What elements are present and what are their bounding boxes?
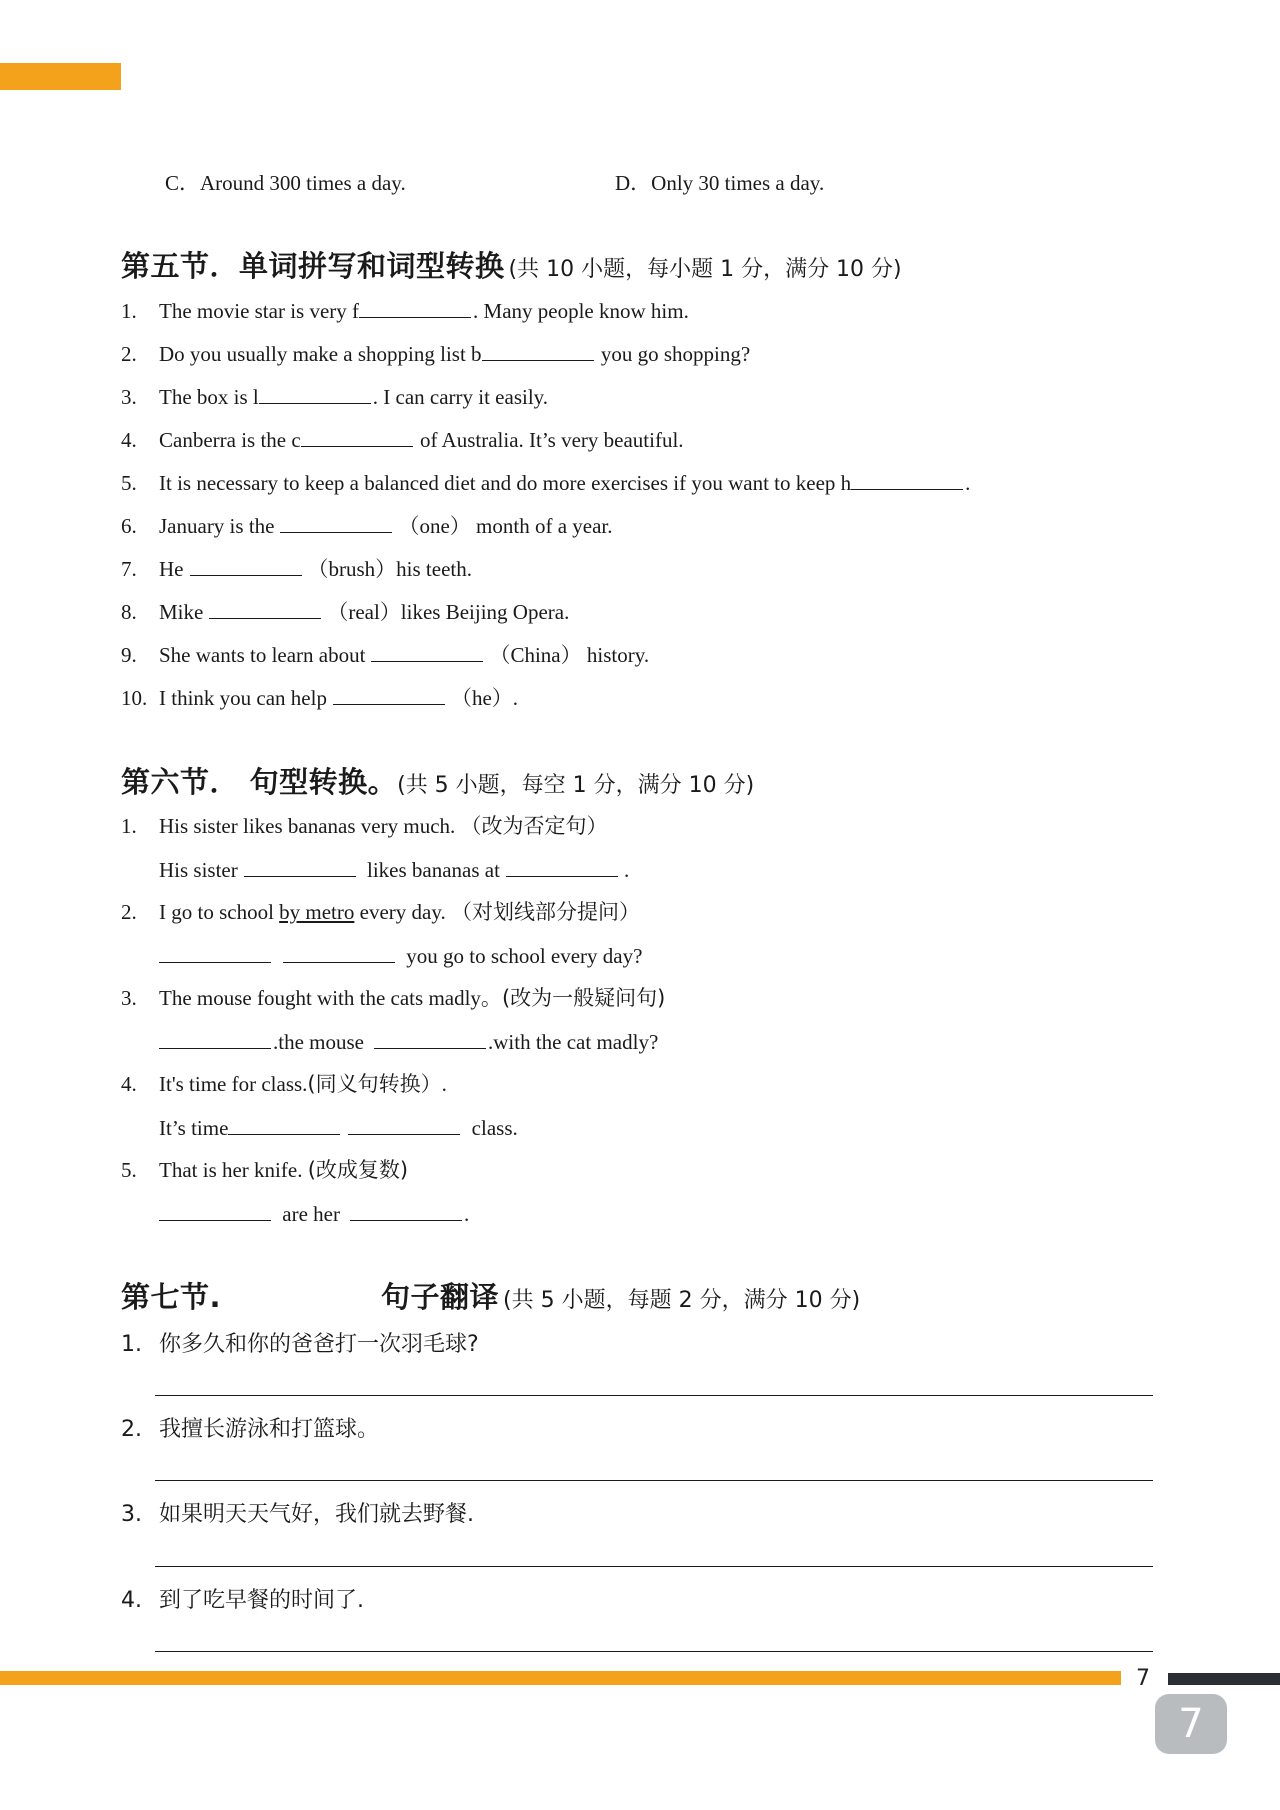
- s5-item-6: [121, 512, 613, 539]
- s5-item-9: [121, 641, 649, 668]
- translation-answer-line[interactable]: [155, 1566, 1153, 1567]
- item-text: every day.: [354, 900, 446, 924]
- item-number: 3.: [121, 986, 137, 1010]
- s6-item-2: [121, 899, 640, 925]
- section7-heading: 第七节.: [121, 1280, 222, 1314]
- item-number: 2.: [121, 342, 137, 366]
- answer-text: class.: [471, 1116, 518, 1140]
- item-text: （real）likes Beijing Opera.: [327, 600, 570, 624]
- item-hint: (同义句转换）: [307, 1072, 442, 1096]
- s5-item-10: [121, 684, 518, 711]
- answer-text: .: [463, 1202, 470, 1226]
- item-text: The mouse fought with the cats madly。: [159, 986, 502, 1010]
- answer-blank[interactable]: [333, 684, 445, 705]
- item-text: It is necessary to keep a balanced diet and do more exercises if you want to keep h: [159, 471, 852, 495]
- s6-item-1: [121, 813, 608, 839]
- item-number: 7.: [121, 557, 137, 581]
- answer-blank[interactable]: [371, 641, 483, 662]
- item-text: . Many people know him.: [473, 299, 689, 323]
- section6-title: [121, 760, 754, 801]
- s5-item-7: [121, 555, 472, 582]
- answer-blank[interactable]: [209, 598, 321, 619]
- item-text: I think you can help: [159, 686, 327, 710]
- item-text: 如果明天天气好，我们就去野餐.: [159, 1502, 474, 1527]
- item-text: （China） history.: [489, 643, 650, 667]
- item-text: Mike: [159, 600, 204, 624]
- section6-note: (共 5 小题，每空 1 分，满分 10 分): [397, 773, 755, 798]
- translation-answer-line[interactable]: [155, 1480, 1153, 1481]
- item-text: .: [965, 471, 971, 495]
- page-number: 7: [1136, 1666, 1150, 1691]
- answer-blank[interactable]: [359, 297, 471, 318]
- s6-answer-4: [159, 1114, 518, 1141]
- item-hint: (改成复数): [307, 1158, 409, 1182]
- answer-blank[interactable]: [482, 340, 594, 361]
- answer-blank[interactable]: [283, 942, 395, 963]
- s6-answer-3: [159, 1028, 658, 1055]
- item-text: The movie star is very f: [159, 299, 360, 323]
- item-text: It's time for class.: [159, 1072, 308, 1096]
- item-number: 10.: [121, 686, 148, 710]
- answer-text: .: [623, 858, 630, 882]
- answer-blank[interactable]: [350, 1200, 462, 1221]
- item-number: 6.: [121, 514, 137, 538]
- answer-blank[interactable]: [851, 469, 963, 490]
- answer-text: .with the cat madly?: [487, 1030, 659, 1054]
- footer-accent-bar: [0, 1671, 1121, 1685]
- item-hint: （改为否定句）: [460, 814, 608, 838]
- s7-item-2: [121, 1412, 379, 1443]
- item-text: 我擅长游泳和打篮球。: [159, 1417, 380, 1442]
- answer-blank[interactable]: [506, 856, 618, 877]
- s6-item-4: [121, 1071, 447, 1097]
- section6-heading: 第六节． 句型转换。: [121, 765, 398, 799]
- item-number: 1.: [121, 814, 137, 838]
- item-number: 1.: [121, 1332, 142, 1357]
- translation-answer-line[interactable]: [155, 1651, 1153, 1652]
- s7-item-4: [121, 1583, 364, 1614]
- item-text: The box is l: [159, 385, 259, 409]
- item-text: He: [159, 557, 184, 581]
- answer-blank[interactable]: [348, 1114, 460, 1135]
- answer-blank[interactable]: [244, 856, 356, 877]
- item-text: January is the: [159, 514, 275, 538]
- answer-blank[interactable]: [159, 1028, 271, 1049]
- s5-item-5: [121, 469, 970, 496]
- item-number: 3.: [121, 385, 137, 409]
- s5-item-3: [121, 383, 548, 410]
- s6-answer-5: [159, 1200, 469, 1227]
- answer-text: you go to school every day?: [406, 944, 643, 968]
- section5-heading: 第五节．单词拼写和词型转换: [121, 249, 505, 283]
- s5-item-2: [121, 340, 750, 367]
- item-text: His sister likes bananas very much.: [159, 814, 456, 838]
- page-badge: 7: [1155, 1694, 1227, 1754]
- answer-text: likes bananas at: [367, 858, 500, 882]
- item-hint: （对划线部分提问）: [450, 900, 640, 924]
- item-text: （brush）his teeth.: [307, 557, 472, 581]
- item-number: 4.: [121, 1072, 137, 1096]
- answer-text: His sister: [159, 858, 238, 882]
- item-text: That is her knife.: [159, 1158, 303, 1182]
- item-text: Canberra is the c: [159, 428, 301, 452]
- s5-item-4: [121, 426, 684, 453]
- item-text: I go to school: [159, 900, 280, 924]
- answer-blank[interactable]: [228, 1114, 340, 1135]
- s5-item-8: [121, 598, 569, 625]
- s6-item-5: [121, 1157, 408, 1183]
- footer-dark-bar: [1168, 1673, 1280, 1685]
- s6-answer-2: [159, 942, 642, 969]
- item-text: you go shopping?: [600, 342, 751, 366]
- option-d: D．Only 30 times a day.: [615, 171, 825, 195]
- item-number: 2.: [121, 900, 137, 924]
- item-text: She wants to learn about: [159, 643, 366, 667]
- item-number: 4.: [121, 428, 137, 452]
- answer-text: are her: [282, 1202, 340, 1226]
- answer-blank[interactable]: [190, 555, 302, 576]
- section7-note: (共 5 小题，每题 2 分，满分 10 分): [503, 1288, 861, 1313]
- answer-blank[interactable]: [374, 1028, 486, 1049]
- s6-item-3: [121, 985, 665, 1011]
- item-text: 你多久和你的爸爸打一次羽毛球?: [159, 1332, 479, 1357]
- section5-note: (共 10 小题，每小题 1 分，满分 10 分): [508, 257, 902, 282]
- answer-blank[interactable]: [280, 512, 392, 533]
- item-text: （one） month of a year.: [398, 514, 613, 538]
- s7-item-1: [121, 1327, 479, 1358]
- answer-text: It’s time: [159, 1116, 229, 1140]
- item-number: 3.: [121, 1502, 142, 1527]
- item-number: 2.: [121, 1417, 142, 1442]
- section5-title: [121, 244, 902, 285]
- s5-item-1: [121, 297, 689, 324]
- item-text: .: [441, 1072, 447, 1096]
- answer-blank[interactable]: [259, 383, 371, 404]
- translation-answer-line[interactable]: [155, 1395, 1153, 1396]
- item-number: 8.: [121, 600, 137, 624]
- item-text: . I can carry it easily.: [372, 385, 549, 409]
- underlined-phrase: by metro: [279, 900, 355, 924]
- item-number: 5.: [121, 471, 137, 495]
- item-text: of Australia. It’s very beautiful.: [419, 428, 684, 452]
- answer-text: .the mouse: [273, 1030, 364, 1054]
- item-number: 9.: [121, 643, 137, 667]
- s7-item-3: [121, 1497, 474, 1528]
- section7-heading-main: 句子翻译: [381, 1280, 500, 1314]
- item-number: 5.: [121, 1158, 137, 1182]
- item-text: Do you usually make a shopping list b: [159, 342, 482, 366]
- answer-blank[interactable]: [159, 942, 271, 963]
- item-number: 1.: [121, 299, 137, 323]
- option-c: C．Around 300 times a day.: [165, 171, 406, 195]
- item-hint: (改为一般疑问句): [501, 986, 666, 1010]
- section7-title: [121, 1275, 860, 1316]
- item-number: 4.: [121, 1588, 142, 1613]
- s6-answer-1: [159, 856, 629, 883]
- answer-blank[interactable]: [159, 1200, 271, 1221]
- item-text: （he）.: [450, 686, 519, 710]
- answer-blank[interactable]: [301, 426, 413, 447]
- top-accent-bar: [0, 63, 121, 90]
- item-text: 到了吃早餐的时间了.: [159, 1588, 364, 1613]
